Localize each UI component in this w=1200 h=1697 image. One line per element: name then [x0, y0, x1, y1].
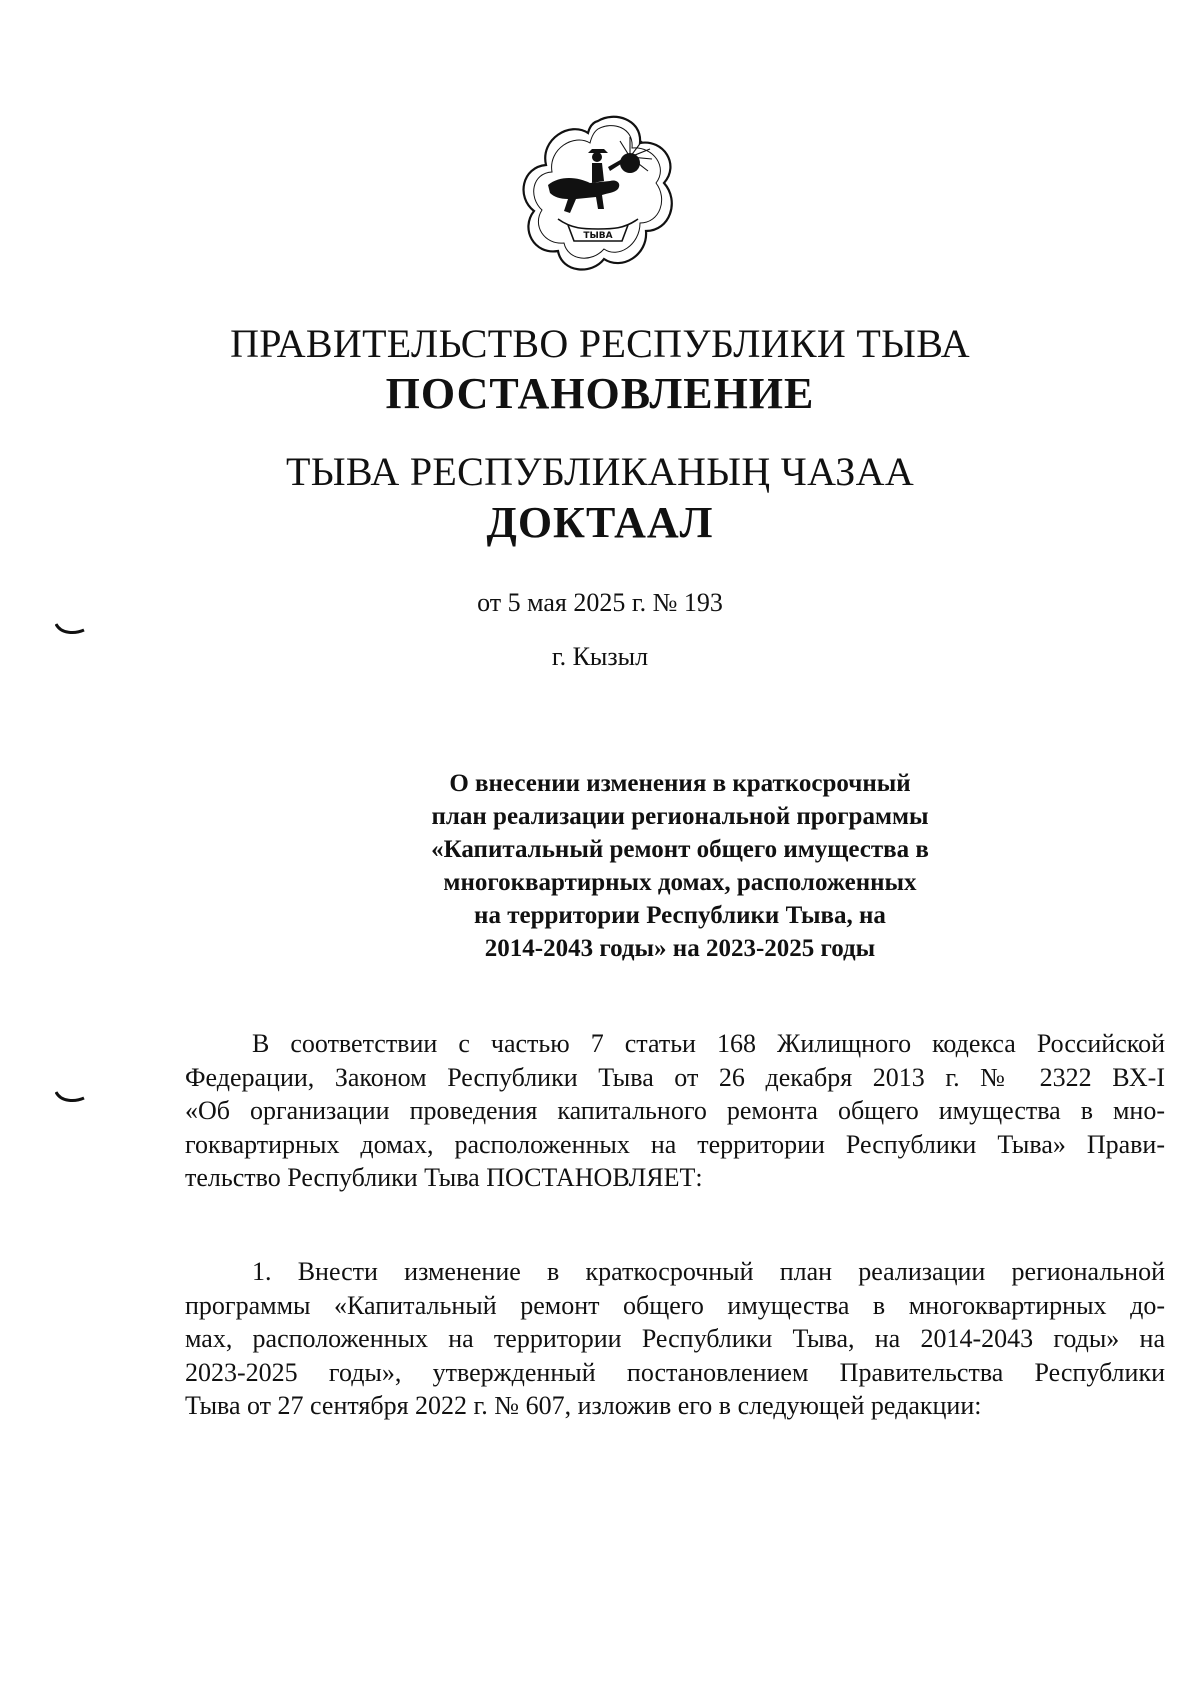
government-name-tuvan: ТЫВА РЕСПУБЛИКАНЫҢ ЧАЗАА: [285, 449, 915, 494]
title-line: 2014-2043 годы» на 2023-2025 годы: [484, 935, 876, 962]
preamble-paragraph: [185, 1027, 1165, 1195]
paragraph-line: Тыва от 27 сентября 2022 г. № 607, изложив его в следующей редакции:: [185, 1391, 982, 1421]
paragraph-line: В соответствии с частью 7 статьи 168 Жилищного кодекса Российской: [252, 1029, 1165, 1058]
document-date-number: от 5 мая 2025 г. № 193: [477, 588, 723, 617]
document-city: г. Кызыл: [551, 642, 649, 671]
paragraph-line: 2023-2025 годы», утвержденный постановлением Правительства Республики: [185, 1357, 1165, 1387]
title-line: О внесении изменения в краткосрочный: [449, 770, 911, 797]
clause-1-paragraph: [185, 1255, 1165, 1423]
title-line: многоквартирных домах, расположенных: [443, 869, 917, 896]
paragraph-line: мах, расположенных на территории Республики Тыва, на 2014-2043 годы» на: [185, 1324, 1165, 1354]
title-line: «Капитальный ремонт общего имущества в: [431, 836, 929, 863]
paragraph-line: Федерации, Законом Республики Тыва от 26 декабря 2013 г. № 2322 ВХ-I: [185, 1062, 1165, 1092]
scan-mark-icon: [55, 1090, 85, 1104]
svg-text:ТЫВА: ТЫВА: [583, 231, 613, 241]
government-name-russian: ПРАВИТЕЛЬСТВО РЕСПУБЛИКИ ТЫВА: [230, 321, 970, 366]
paragraph-line: гоквартирных домах, расположенных на территории Республики Тыва» Прави-: [185, 1129, 1165, 1159]
paragraph-line: 1. Внести изменение в краткосрочный план реализации региональной: [252, 1257, 1165, 1286]
title-line: план реализации региональной программы: [431, 803, 929, 830]
paragraph-line: тельство Республики Тыва ПОСТАНОВЛЯЕТ:: [185, 1163, 703, 1193]
scan-mark-icon: [55, 622, 85, 636]
document-title: [380, 767, 980, 965]
title-line: на территории Республики Тыва, на: [474, 902, 886, 929]
paragraph-line: «Об организации проведения капитального ремонта общего имущества в мно-: [185, 1096, 1165, 1126]
tuva-coat-of-arms-icon: [518, 113, 678, 278]
document-type-russian: ПОСТАНОВЛЕНИЕ: [385, 369, 815, 418]
paragraph-line: программы «Капитальный ремонт общего имущества в многоквартирных до-: [185, 1290, 1165, 1320]
document-type-tuvan: ДОКТААЛ: [486, 498, 714, 547]
